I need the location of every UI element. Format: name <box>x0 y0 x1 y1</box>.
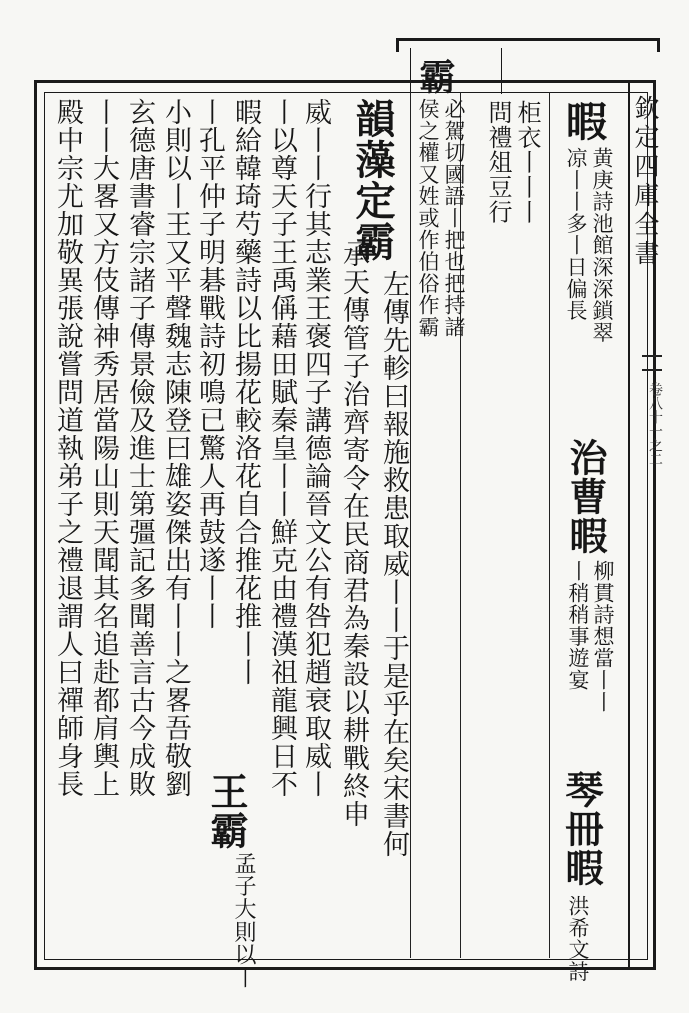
entry-note: 侯之權又姓或作伯俗作霸 <box>416 98 440 338</box>
entry-note: 黄庚詩池館深深鎖翠 <box>590 147 614 344</box>
entry-note: 孟子大則以丨 <box>231 852 256 989</box>
entry-note: 洪希文詩 <box>566 895 590 983</box>
text-column: 丨以尊天子王禹偁藉田賦秦皇丨丨鮮克由禮漢祖龍興日不 <box>266 98 297 798</box>
column-rule <box>549 92 550 958</box>
entry-note: 丨稍稍事遊宴 <box>566 560 590 691</box>
text-column: 左傳先軫曰報施救患取威丨丨于是乎在矣宋書何 <box>378 270 409 858</box>
fishtail-mark <box>642 355 662 371</box>
text-column: 威丨丨行其志業王褒四子講德論晉文公有咎犯趙衰取威丨 <box>300 98 331 798</box>
text-column: 丨孔平仲子明碁戰詩初鳴已驚人再鼓遂丨丨 <box>194 98 225 630</box>
text-column: 承天傳管子治齊寄令在民商君為秦設以耕戰終申 <box>338 240 369 828</box>
entry-heading: 霸 <box>414 58 456 95</box>
entry-heading: 琴冊暇 <box>559 770 604 887</box>
entry-heading: 暇 <box>559 100 607 142</box>
text-column: 小則以丨王又平聲魏志陳登曰雄姿傑出有丨丨之畧吾敬劉 <box>160 98 191 798</box>
text-column: 丨丨大畧又方伎傳神秀居當陽山則天聞其名追赴都肩輿上 <box>88 98 119 798</box>
entry-note: 必駕切國語丨把也把持諸 <box>442 98 466 338</box>
entry-note: 凉丨丨多丨日偏長 <box>564 147 588 322</box>
column-rule <box>410 92 411 958</box>
text-column: 問禮俎豆行 <box>484 100 512 224</box>
volume-label: 卷八十一之二 <box>647 382 663 466</box>
section-heading: 韻藻定霸 <box>349 98 396 262</box>
text-column: 殿中宗尤加敬異張說嘗問道執弟子之禮退謂人曰禪師身長 <box>52 98 83 798</box>
text-column: 暇給韓琦芍藥詩以比揚花較洛花自合推花推丨丨 <box>230 98 261 686</box>
entry-heading: 治曹暇 <box>563 438 608 555</box>
text-column: 玄德唐書睿宗諸子傳景儉及進士第彊記多聞善言古今成敗 <box>124 98 155 798</box>
book-title: 欽定四庫全書 <box>631 95 660 269</box>
text-column: 柜衣丨丨丨 <box>513 100 541 224</box>
entry-note: 柳貫詩想當丨丨 <box>591 560 615 713</box>
entry-heading: 王霸 <box>204 772 249 850</box>
